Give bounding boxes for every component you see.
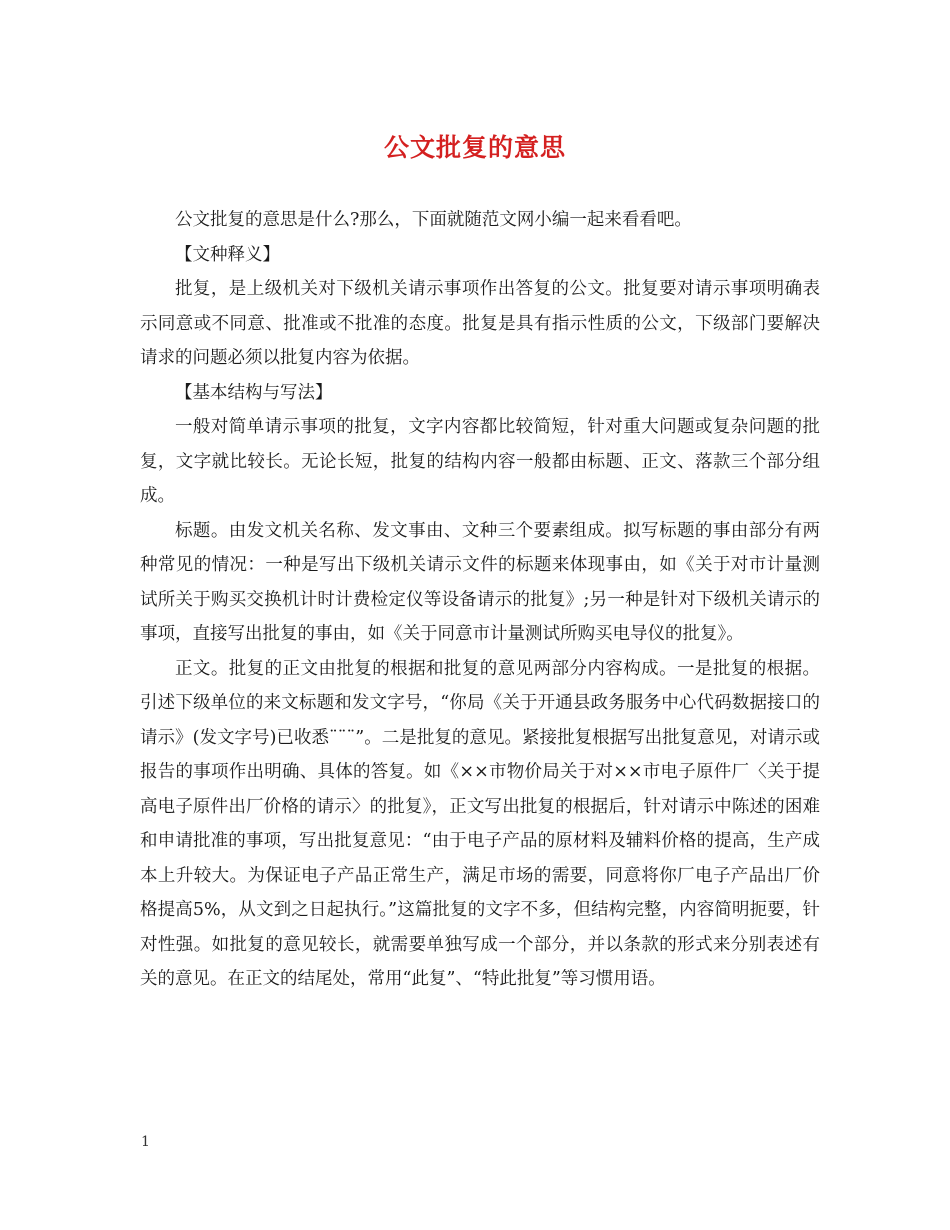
paragraph-definition: 批复，是上级机关对下级机关请示事项作出答复的公文。批复要对请示事项明确表示同意或不同意、批准或不批准的态度。批复是具有指示性质的公文，下级部门要解决请求的问题必须以批复内容为依据。: [140, 279, 820, 368]
page-number: 1: [141, 1134, 150, 1150]
section-heading-definition: 【文种释义】: [175, 244, 280, 265]
paragraph-intro: 公文批复的意思是什么?那么，下面就随范文网小编一起来看看吧。: [175, 210, 692, 230]
document-title: 公文批复的意思: [383, 133, 566, 162]
paragraph-body-section: 正文。批复的正文由批复的根据和批复的意见两部分内容构成。一是批复的根据。引述下级单位的来文标题和发文字号，“你局《关于开通县政务服务中心代码数据接口的请示》(发文字号)已收悉¨¨¨”。二是批复的意见。紧接批复根据写出批复意见，对请示或报告的事项作出明确、具体的答复。如《××市物价局关于对××市电子原件厂〈关于提高电子原件出厂价格的请示〉的批复》，正文写出批复的根据后，针对请示中陈述的困难和申请批准的事项，写出批复意见：“由于电子产品的原材料及辅料价格的提高，生产成本上升较大。为保证电子产品正常生产，满足市场的需要，同意将你厂电子产品出厂价格提高5%，从文到之日起执行。”这篇批复的文字不多，但结构完整，内容简明扼要，针对性强。如批复的意见较长，就需要单独写成一个部分，并以条款的形式来分别表述有关的意见。在正文的结尾处，常用“此复”、“特此批复”等习惯用语。: [140, 658, 820, 989]
document-body: [140, 203, 820, 997]
paragraph-title-section: 标题。由发文机关名称、发文事由、文种三个要素组成。拟写标题的事由部分有两种常见的情况：一种是写出下级机关请示文件的标题来体现事由，如《关于对市计量测试所关于购买交换机计时计费检定仪等设备请示的批复》;另一种是针对下级机关请示的事项，直接写出批复的事由，如《关于同意市计量测试所购买电导仪的批复》。: [140, 520, 820, 644]
paragraph-structure: 一般对简单请示事项的批复，文字内容都比较简短，针对重大问题或复杂问题的批复，文字就比较长。无论长短，批复的结构内容一般都由标题、正文、落款三个部分组成。: [140, 417, 820, 506]
section-heading-structure: 【基本结构与写法】: [175, 382, 333, 403]
